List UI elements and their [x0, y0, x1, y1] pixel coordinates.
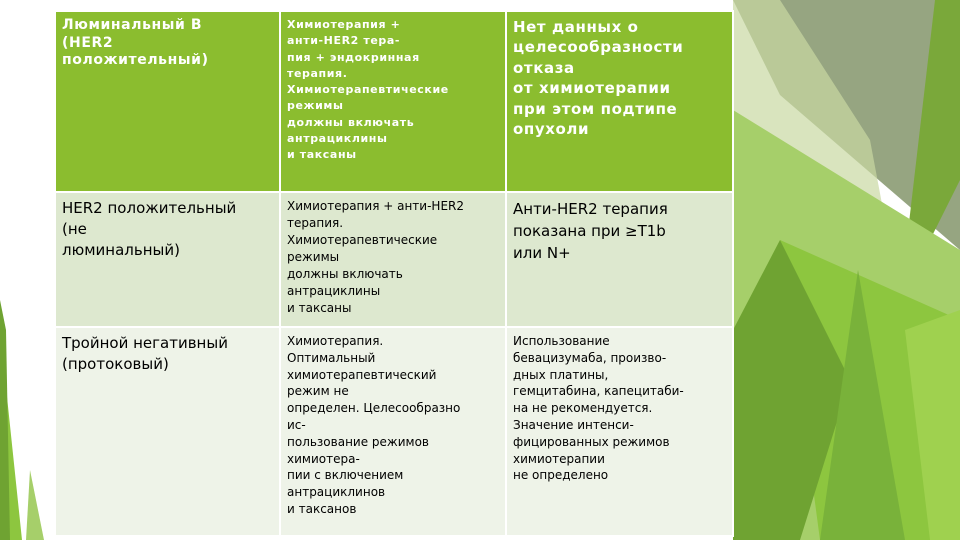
table-row — [55, 192, 733, 327]
cell-therapy: Химиотерапия. Оптимальный химиотерапевтический режим не определен. Целесообразно ис- пользование режимов химиотера- пии с включением антрациклинов и таксанов — [280, 327, 506, 536]
cell-therapy: Химиотерапия + анти-HER2 терапия. Химиотерапевтические режимы должны включать антрациклины и таксаны — [280, 192, 506, 327]
cell-subtype: Тройной негативный (протоковый) — [55, 327, 280, 536]
cell-note: Анти-HER2 терапия показана при ≥T1b или N+ — [506, 192, 733, 327]
table-row — [55, 11, 733, 192]
therapy-table — [54, 10, 734, 537]
cell-note: Нет данных о целесообразности отказа от химиотерапии при этом подтипе опухоли — [506, 11, 733, 192]
table-row — [55, 327, 733, 536]
cell-subtype: Люминальный В (HER2 положительный) — [55, 11, 280, 192]
cell-therapy: Химиотерапия + анти-HER2 тера- пия + эндокринная терапия. Химиотерапевтические режимы должны включать антрациклины и таксаны — [280, 11, 506, 192]
decor-left-spike-thin — [26, 470, 44, 540]
cell-subtype: HER2 положительный (не люминальный) — [55, 192, 280, 327]
cell-note: Использование бевацизумаба, произво- дных платины, гемцитабина, капецитаби- на не рекомендуется. Значение интенси- фицированных режимов химиотерапии не определено — [506, 327, 733, 536]
